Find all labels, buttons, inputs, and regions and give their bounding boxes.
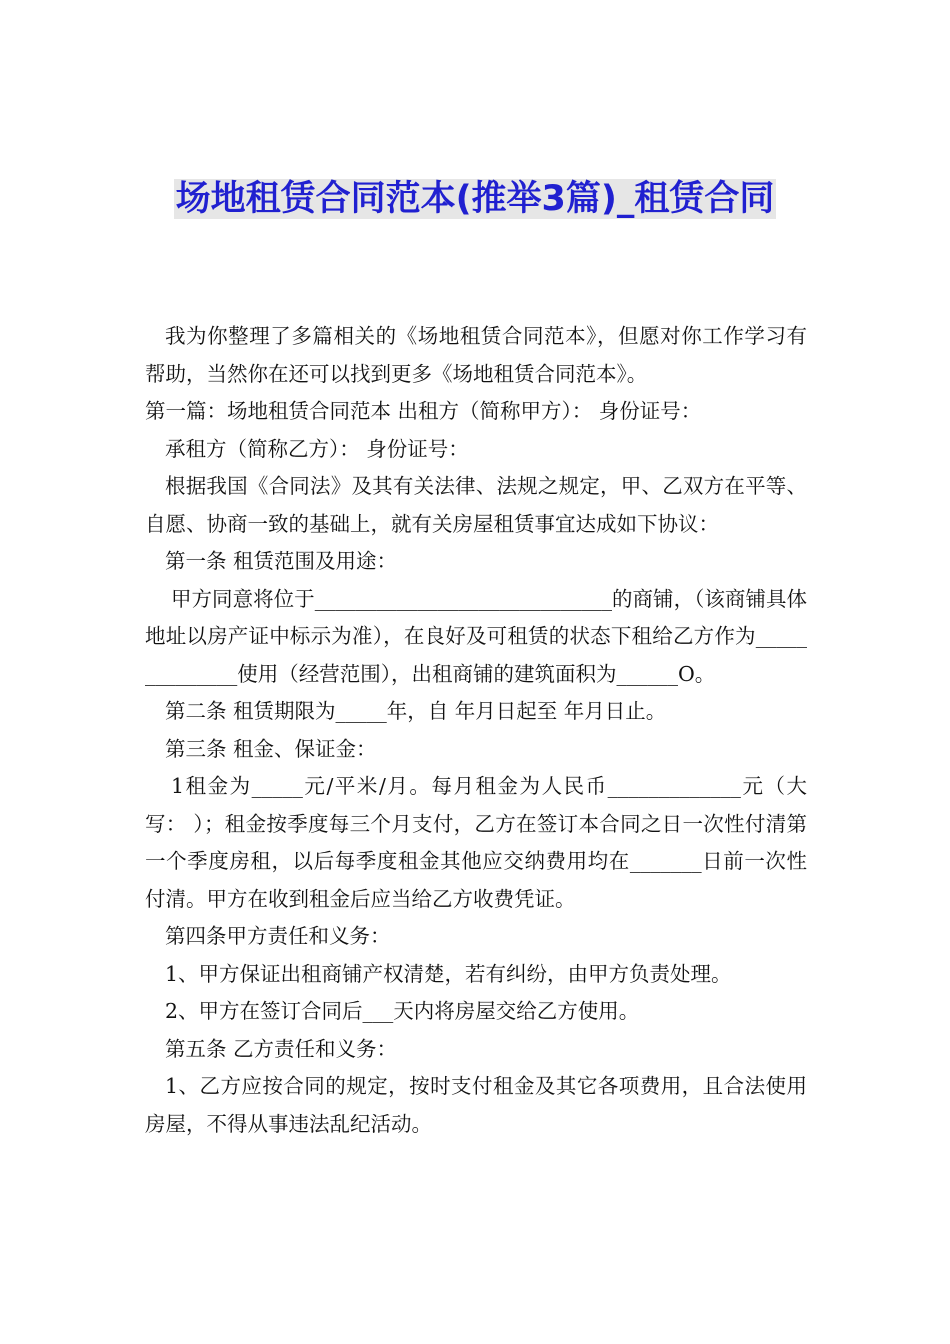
article-1-body: 甲方同意将位于_____________________________的商铺，（该商铺具体地址以房产证中标示为准），在良好及可租赁的状态下租给乙方作为______________使用（经营范围），出租商铺的建筑面积为______O。	[145, 586, 807, 686]
article-5-item-1: 1、乙方应按合同的规定，按时支付租金及其它各项费用，且合法使用房屋，不得从事违法乱纪活动。	[145, 1074, 807, 1136]
article-3-body: 1租金为_____元/平米/月。每月租金为人民币_____________元（大写： ）；租金按季度每三个月支付，乙方在签订本合同之日一次性付清第一个季度房租，以后每季度租金其他应交纳费用均在_______日前一次性付清。甲方在收到租金后应当给乙方收费凭证。	[145, 774, 807, 911]
article-3-heading: 第三条 租金、保证金：	[165, 736, 377, 761]
article-5-heading: 第五条 乙方责任和义务：	[165, 1036, 398, 1061]
article-4-heading: 第四条甲方责任和义务：	[165, 924, 391, 948]
section-1-heading: 第一篇：场地租赁合同范本 出租方（简称甲方）： 身份证号：	[145, 399, 702, 423]
document-title	[140, 172, 810, 226]
document-title-text: 场地租赁合同范本(推举3篇)_租赁合同	[175, 179, 775, 219]
article-2: 第二条 租赁期限为_____年，自 年月日起至 年月日止。	[165, 699, 667, 723]
document-body	[145, 318, 807, 1143]
intro-paragraph: 我为你整理了多篇相关的《场地租赁合同范本》，但愿对你工作学习有帮助，当然你在还可以找到更多《场地租赁合同范本》。	[145, 324, 807, 386]
article-4-item-1: 1、甲方保证出租商铺产权清楚，若有纠纷，由甲方负责处理。	[165, 961, 732, 986]
lessee-line: 承租方（简称乙方）： 身份证号：	[165, 436, 469, 461]
basis-paragraph: 根据我国《合同法》及其有关法律、法规之规定，甲、乙双方在平等、自愿、协商一致的基础上，就有关房屋租赁事宜达成如下协议：	[145, 474, 807, 536]
article-1-heading: 第一条 租赁范围及用途：	[165, 549, 398, 573]
article-4-item-2: 2、甲方在签订合同后___天内将房屋交给乙方使用。	[165, 999, 640, 1023]
